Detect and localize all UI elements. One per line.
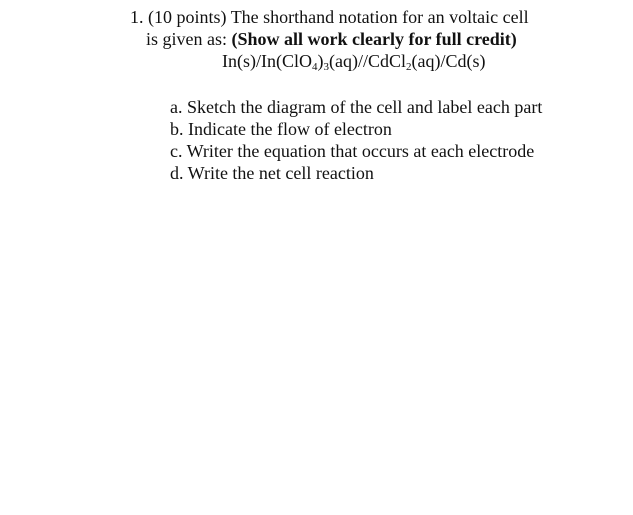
notation-part-3: (aq)//CdCl: [328, 51, 406, 71]
question-parts-list: [170, 96, 542, 184]
question-intro-line-1: The shorthand notation for an voltaic cell: [230, 7, 529, 27]
notation-part-4: (aq)/Cd(s): [411, 51, 486, 71]
question-part-b: b. Indicate the flow of electron: [170, 119, 392, 139]
notation-subscript-3: 2: [405, 61, 412, 73]
notation-part-1: In(s)/In(ClO: [222, 51, 312, 71]
question-number: 1.: [130, 7, 144, 27]
notation-part-2: ): [317, 51, 324, 71]
question-line-1: [130, 6, 529, 28]
notation-subscript-1: 4: [311, 61, 318, 73]
question-intro-line-2: is given as:: [146, 29, 227, 49]
question-line-2: [146, 28, 517, 50]
notation-subscript-2: 3: [323, 61, 329, 73]
question-part-a: a. Sketch the diagram of the cell and label each part: [170, 97, 543, 117]
question-part-d: d. Write the net cell reaction: [170, 163, 374, 183]
cell-notation: [222, 50, 485, 72]
question-part-c: c. Writer the equation that occurs at each electrode: [170, 141, 535, 161]
question-points: (10 points): [148, 7, 227, 27]
question-emphasis: (Show all work clearly for full credit): [231, 29, 517, 49]
